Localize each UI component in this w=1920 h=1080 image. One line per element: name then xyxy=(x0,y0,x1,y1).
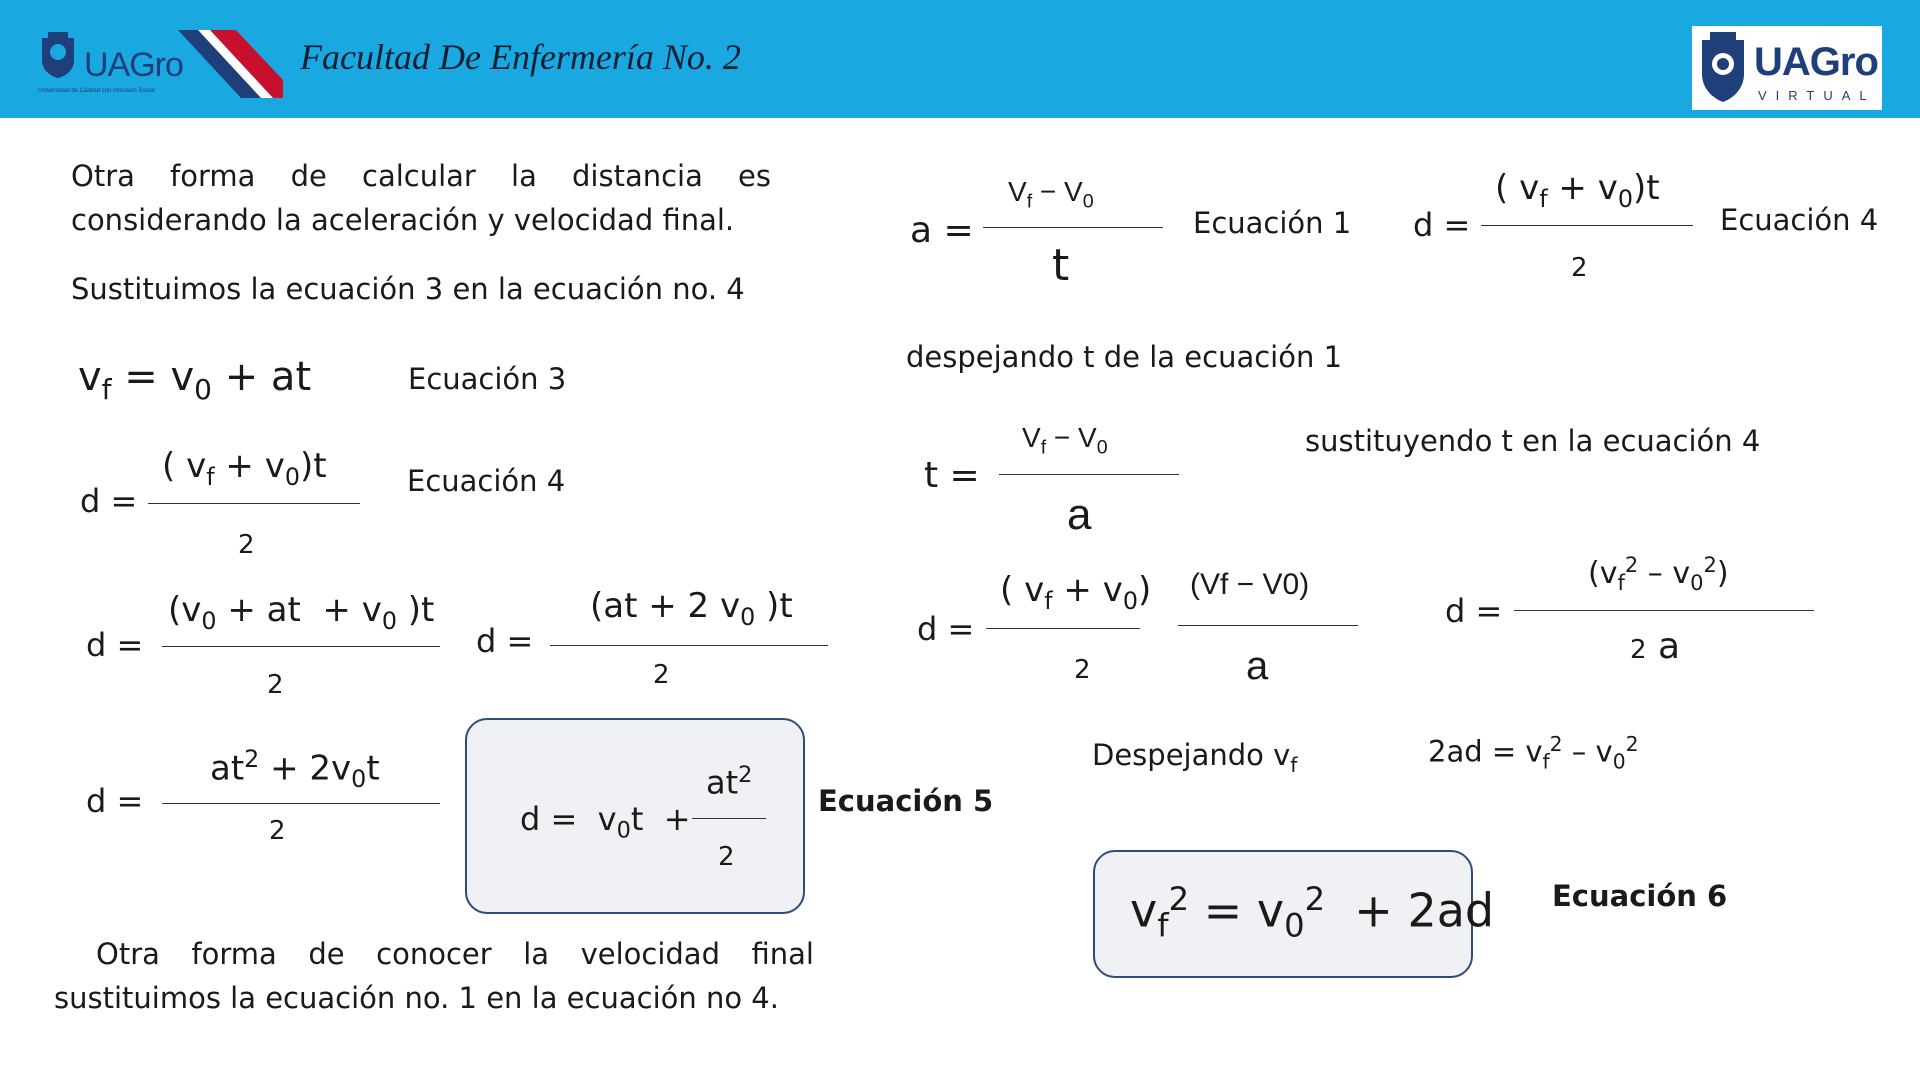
eq4-label-right: Ecuación 4 xyxy=(1720,203,1879,237)
fraction-line xyxy=(162,646,440,647)
eq4-numerator-right: ( $v_f + v_0)t$ xyxy=(1495,168,1660,213)
uagro-logo-left xyxy=(38,28,248,100)
denominator-2: 2 xyxy=(238,530,255,560)
university-seal-icon xyxy=(38,32,78,80)
two-ad-equation: $2ad = v_f^2 - v_0^2$ xyxy=(1428,732,1639,774)
t-numerator: $V_f - V_0$ xyxy=(1022,422,1108,459)
eq4-numerator: ( $v_f + v_0)t$ xyxy=(162,446,327,491)
d-equals: d = xyxy=(86,626,144,664)
solve-vf-text: Despejando $v_f$ xyxy=(1092,738,1298,777)
header-title: Facultad De Enfermería No. 2 xyxy=(300,37,741,77)
outro-line-1: Otra forma de conocer la velocidad final xyxy=(96,937,814,971)
denominator-2: 2 xyxy=(653,660,670,690)
fraction-line xyxy=(1481,225,1693,226)
logo-right-text: UAGro xyxy=(1754,40,1878,84)
logo-stripes-icon xyxy=(148,30,283,98)
equation-5-numerator: $at^2$ xyxy=(706,762,753,802)
d-equals: d = xyxy=(917,610,975,648)
fraction-line xyxy=(983,227,1163,228)
d-equals: d = xyxy=(476,622,534,660)
eq5-label: Ecuación 5 xyxy=(818,784,994,818)
fraction-line xyxy=(999,474,1179,475)
expanded-numerator-2: $at^2 + 2v_0t$ xyxy=(210,745,380,794)
fraction-line xyxy=(162,803,440,804)
product-numerator-1: ( $v_f + v_0$) xyxy=(1000,570,1152,615)
header-bar xyxy=(0,0,1920,118)
a-equals: a = xyxy=(910,210,974,251)
logo-left-tagline: Universidad de Calidad con Inclusión Social xyxy=(38,88,155,94)
eq4-label: Ecuación 4 xyxy=(407,464,566,498)
eq1-label: Ecuación 1 xyxy=(1193,206,1352,240)
fraction-line xyxy=(1178,625,1358,626)
equation-5-lhs: $d = v_0t$ + xyxy=(520,800,691,844)
solve-vf-label: Despejando v xyxy=(1092,738,1291,772)
denominator-2: 2 xyxy=(1571,253,1588,283)
fraction-line xyxy=(986,628,1140,629)
intro-line-1: Otra forma de calcular la distancia es xyxy=(71,159,771,193)
uagro-virtual-logo xyxy=(1692,26,1882,110)
substitute-text: Sustituimos la ecuación 3 en la ecuación no. 4 xyxy=(71,272,745,306)
fraction-line xyxy=(692,818,766,819)
d-equals: d = xyxy=(80,482,138,520)
outro-paragraph xyxy=(54,932,814,1020)
d-equals: d = xyxy=(1413,206,1471,244)
denominator-2: 2 xyxy=(1074,655,1091,685)
intro-paragraph xyxy=(71,154,771,242)
expanded-numerator: ($v_0$ + at + $v_0$ )t xyxy=(168,590,435,635)
subst-t-text: sustituyendo t en la ecuación 4 xyxy=(1305,424,1761,458)
fraction-line xyxy=(1514,610,1814,611)
solve-t-text: despejando t de la ecuación 1 xyxy=(906,340,1343,374)
fraction-line xyxy=(148,503,360,504)
logo-left-text: UAGro xyxy=(84,46,183,84)
denominator-2: 2 xyxy=(718,842,735,872)
d-equals: d = xyxy=(1445,592,1503,630)
intro-line-2: considerando la aceleración y velocidad final. xyxy=(71,203,735,237)
university-seal-icon xyxy=(1696,30,1750,106)
t-equals: t = xyxy=(924,455,980,496)
result-denominator: 2 a xyxy=(1630,626,1681,667)
eq1-numerator: $V_f - V_0$ xyxy=(1008,176,1094,213)
logo-right-subtitle: VIRTUAL xyxy=(1758,88,1876,103)
equation-6: $v_f^2 = v_0^2 + 2ad$ xyxy=(1130,880,1495,945)
eq6-label: Ecuación 6 xyxy=(1552,879,1728,913)
result-numerator: $(v_f^2 - v_0^2)$ xyxy=(1588,553,1729,595)
outro-line-2: sustituimos la ecuación no. 1 en la ecuación no 4. xyxy=(54,981,779,1015)
denominator-2: 2 xyxy=(269,816,286,846)
denominator-2: 2 xyxy=(267,670,284,700)
eq1-denominator: t xyxy=(1052,240,1070,291)
product-denominator: a xyxy=(1246,644,1269,688)
simplified-numerator: (at + 2 $v_0$ )t xyxy=(590,586,793,631)
eq3-label: Ecuación 3 xyxy=(408,362,567,396)
t-denominator: a xyxy=(1067,490,1092,539)
equation-3: $v_f = v_0$ + at xyxy=(78,354,312,406)
product-numerator-2: (Vf − V0) xyxy=(1190,568,1310,601)
fraction-line xyxy=(550,645,828,646)
d-equals: d = xyxy=(86,782,144,820)
